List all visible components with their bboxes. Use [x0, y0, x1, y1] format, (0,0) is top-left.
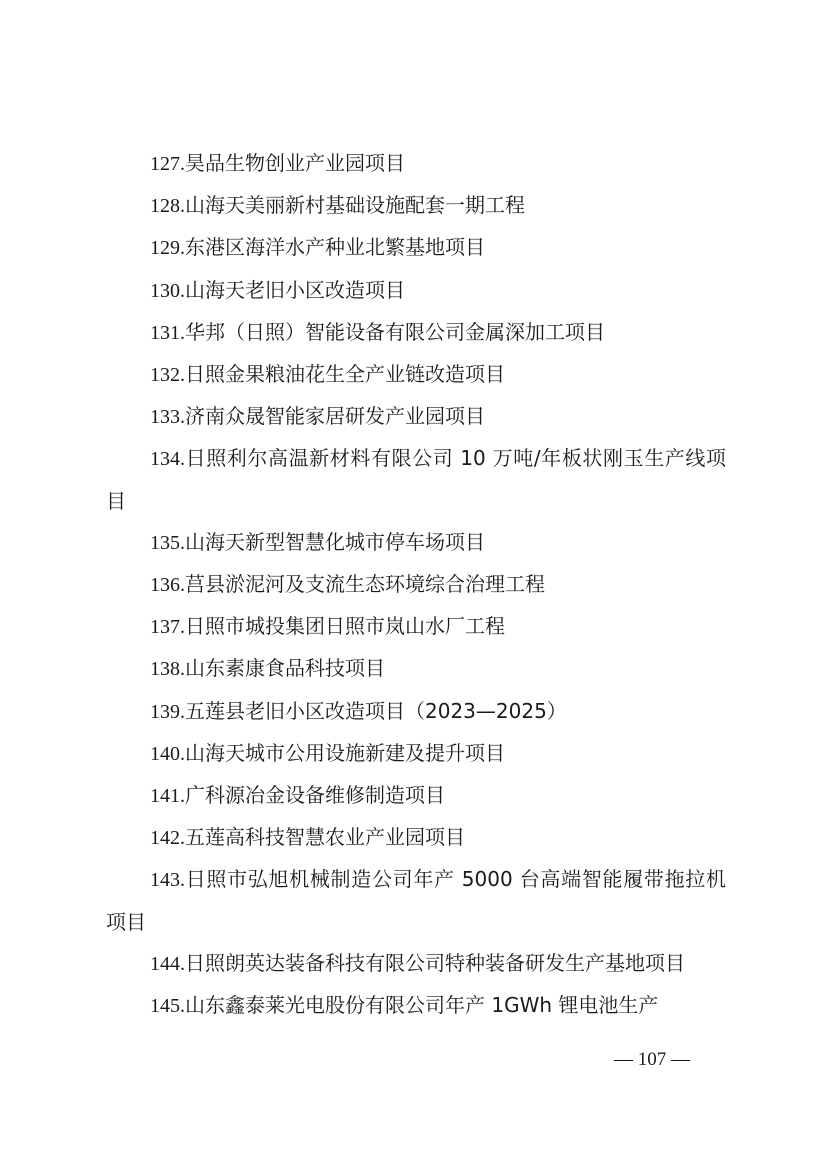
list-item: [106, 354, 726, 396]
item-number: 135: [150, 531, 180, 554]
item-number: 129: [150, 237, 180, 260]
item-text: 昊品生物创业产业园项目: [185, 151, 405, 175]
item-text: 五莲高科技智慧农业产业园项目: [185, 825, 465, 850]
item-separator: .: [180, 700, 185, 723]
item-text: 日照市城投集团日照市岚山水厂工程: [185, 614, 505, 639]
item-number: 145: [150, 995, 180, 1018]
item-separator: .: [180, 574, 185, 597]
item-number: 137: [150, 616, 180, 639]
project-list: [106, 143, 726, 1027]
list-item: [106, 648, 726, 690]
item-text: 东港区海洋水产种业北繁基地项目: [185, 235, 485, 260]
item-text: 山东素康食品科技项目: [185, 656, 385, 681]
list-item: [106, 522, 726, 564]
item-separator: .: [180, 785, 185, 808]
item-text: 济南众晟智能家居研发产业园项目: [185, 404, 485, 429]
item-separator: .: [180, 279, 185, 302]
list-item: [106, 227, 726, 269]
page-number: — 107 —: [614, 1049, 690, 1070]
list-item: [106, 396, 726, 438]
item-text: 山东鑫泰莱光电股份有限公司年产 1GWh 锂电池生产: [185, 993, 659, 1018]
item-separator: .: [180, 616, 185, 639]
item-number: 130: [150, 279, 180, 302]
item-text: 五莲县老旧小区改造项目（2023—2025）: [185, 698, 567, 723]
item-text: 莒县淤泥河及支流生态环境综合治理工程: [185, 572, 545, 597]
item-separator: .: [180, 531, 185, 554]
list-item: [106, 859, 726, 942]
item-separator: .: [180, 237, 185, 260]
item-separator: .: [180, 995, 185, 1018]
item-separator: .: [180, 153, 185, 175]
item-separator: .: [180, 869, 185, 892]
item-number: 133: [150, 406, 180, 429]
item-number: 127: [150, 153, 180, 175]
item-separator: .: [180, 658, 185, 681]
list-item: [106, 312, 726, 354]
item-text: 山海天城市公用设施新建及提升项目: [185, 740, 505, 765]
item-number: 138: [150, 658, 180, 681]
item-number: 140: [150, 742, 180, 765]
list-item: [106, 185, 726, 227]
list-item: [106, 143, 726, 185]
list-item: [106, 691, 726, 733]
list-item: [106, 943, 726, 985]
list-item: [106, 775, 726, 817]
item-number: 141: [150, 785, 180, 808]
item-text: 华邦（日照）智能设备有限公司金属深加工项目: [185, 319, 605, 344]
item-separator: .: [180, 321, 185, 344]
item-number: 132: [150, 364, 180, 387]
list-item: [106, 564, 726, 606]
list-item: [106, 606, 726, 648]
item-number: 128: [150, 195, 180, 218]
item-text: 山海天美丽新村基础设施配套一期工程: [185, 193, 525, 218]
item-text: 日照金果粮油花生全产业链改造项目: [185, 362, 505, 387]
item-number: 139: [150, 700, 180, 723]
list-item: [106, 733, 726, 775]
item-number: 131: [150, 321, 180, 344]
item-separator: .: [180, 195, 185, 218]
item-text: 山海天老旧小区改造项目: [185, 277, 405, 302]
item-number: 142: [150, 827, 180, 850]
item-text: 山海天新型智慧化城市停车场项目: [185, 529, 485, 554]
item-text: 日照朗英达装备科技有限公司特种装备研发生产基地项目: [185, 950, 685, 975]
item-number: 144: [150, 952, 180, 975]
list-item: [106, 438, 726, 521]
item-text: 日照利尔高温新材料有限公司 10 万吨/年板状刚玉生产线项目: [106, 446, 726, 513]
item-separator: .: [180, 448, 185, 471]
list-item: [106, 985, 726, 1027]
item-separator: .: [180, 827, 185, 850]
item-number: 143: [150, 869, 180, 892]
item-number: 136: [150, 574, 180, 597]
item-text: 广科源冶金设备维修制造项目: [185, 783, 445, 808]
item-separator: .: [180, 952, 185, 975]
list-item: [106, 817, 726, 859]
item-separator: .: [180, 364, 185, 387]
item-number: 134: [150, 448, 180, 471]
item-separator: .: [180, 406, 185, 429]
item-separator: .: [180, 742, 185, 765]
item-text: 日照市弘旭机械制造公司年产 5000 台高端智能履带拖拉机项目: [106, 867, 726, 934]
list-item: [106, 270, 726, 312]
